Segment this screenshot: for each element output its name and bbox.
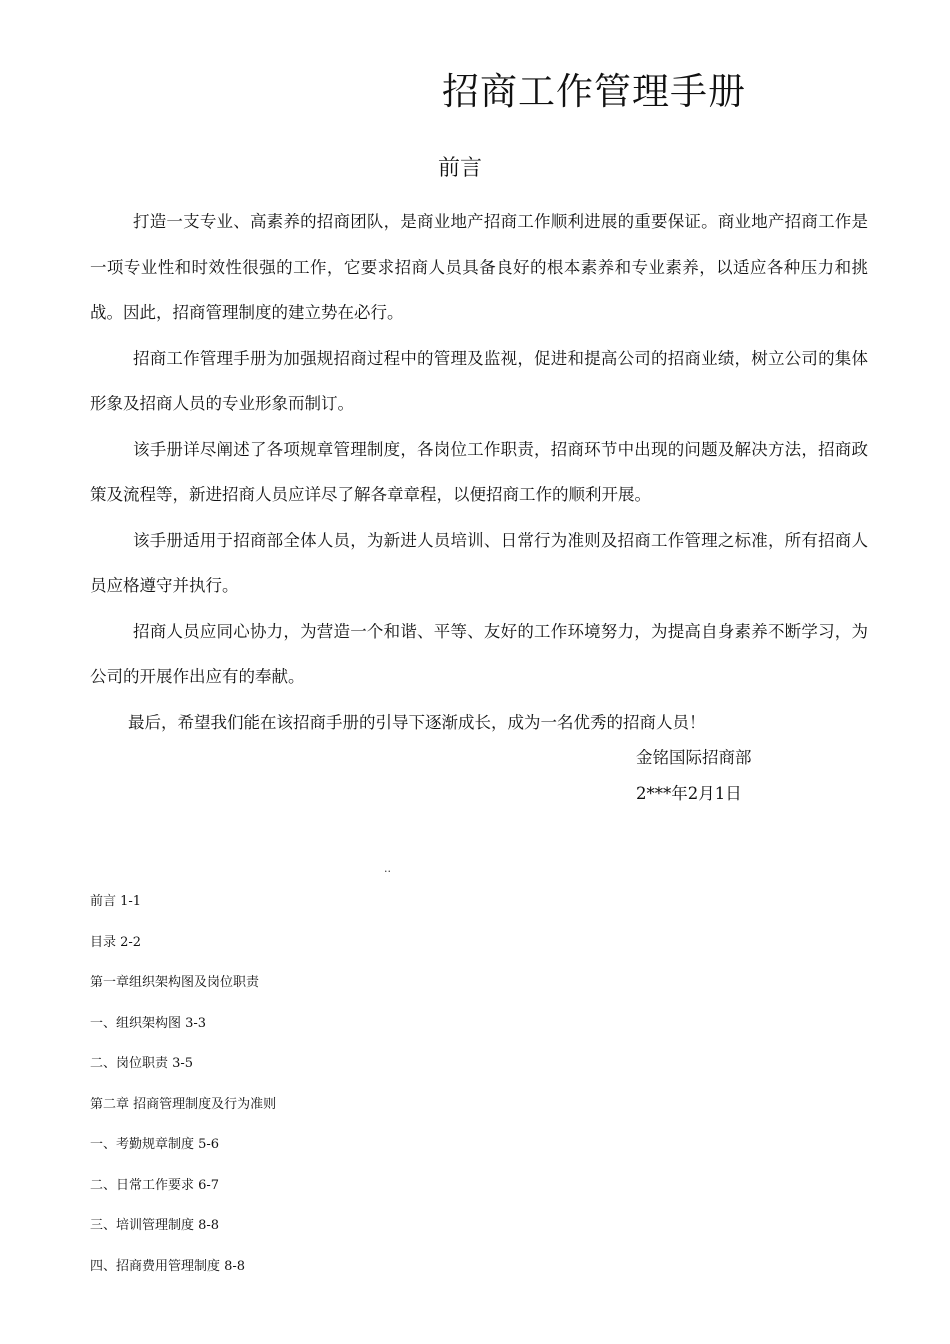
preface-body xyxy=(90,199,868,745)
toc-item: 三、培训管理制度 8-8 xyxy=(90,1218,220,1233)
document-title: 招商工作管理手册 xyxy=(442,70,746,113)
toc-item: 四、招商费用管理制度 8-8 xyxy=(90,1258,246,1274)
preface-paragraph-2: 招商工作管理手册为加强规招商过程中的管理及监视，促进和提高公司的招商业绩，树立公司的集体形象及招商人员的专业形象而制订。 xyxy=(90,348,868,413)
preface-heading: 前言 xyxy=(438,156,483,181)
toc-item: 二、日常工作要求 6-7 xyxy=(90,1177,220,1193)
toc-item: 一、考勤规章制度 5-6 xyxy=(90,1137,220,1152)
preface-paragraph-3: 该手册详尽阐述了各项规章管理制度，各岗位工作职责，招商环节中出现的问题及解决方法，招商政策及流程等，新进招商人员应详尽了解各章章程，以便招商工作的顺利开展。 xyxy=(90,439,868,504)
toc-item: 目录 2-2 xyxy=(90,934,142,950)
preface-paragraph-6: 最后，希望我们能在该招商手册的引导下逐渐成长，成为一名优秀的招商人员！ xyxy=(128,712,706,732)
toc-item: 二、岗位职责 3-5 xyxy=(90,1056,194,1071)
page-break-mark: .. xyxy=(384,862,391,875)
signature-block xyxy=(636,740,752,812)
signature-date: 2***年2月1日 xyxy=(636,784,742,803)
toc-item: 一、组织架构图 3-3 xyxy=(90,1015,207,1031)
preface-paragraph-5: 招商人员应同心协力，为营造一个和谐、平等、友好的工作环境努力，为提高自身素养不断学习，为公司的开展作出应有的奉献。 xyxy=(90,621,868,686)
table-of-contents xyxy=(90,892,276,1297)
preface-paragraph-1: 打造一支专业、高素养的招商团队，是商业地产招商工作顺利进展的重要保证。商业地产招商工作是一项专业性和时效性很强的工作，它要求招商人员具备良好的根本素养和专业素养，以适应各种压力和挑战。因此，招商管理制度的建立势在必行。 xyxy=(90,212,868,322)
toc-item: 第二章 招商管理制度及行为准则 xyxy=(90,1096,277,1112)
preface-paragraph-4: 该手册适用于招商部全体人员，为新进人员培训、日常行为准则及招商工作管理之标准，所有招商人员应格遵守并执行。 xyxy=(90,530,868,595)
toc-item: 前言 1-1 xyxy=(90,894,142,909)
signature-organization: 金铭国际招商部 xyxy=(636,748,752,767)
toc-item: 第一章组织架构图及岗位职责 xyxy=(90,975,260,990)
